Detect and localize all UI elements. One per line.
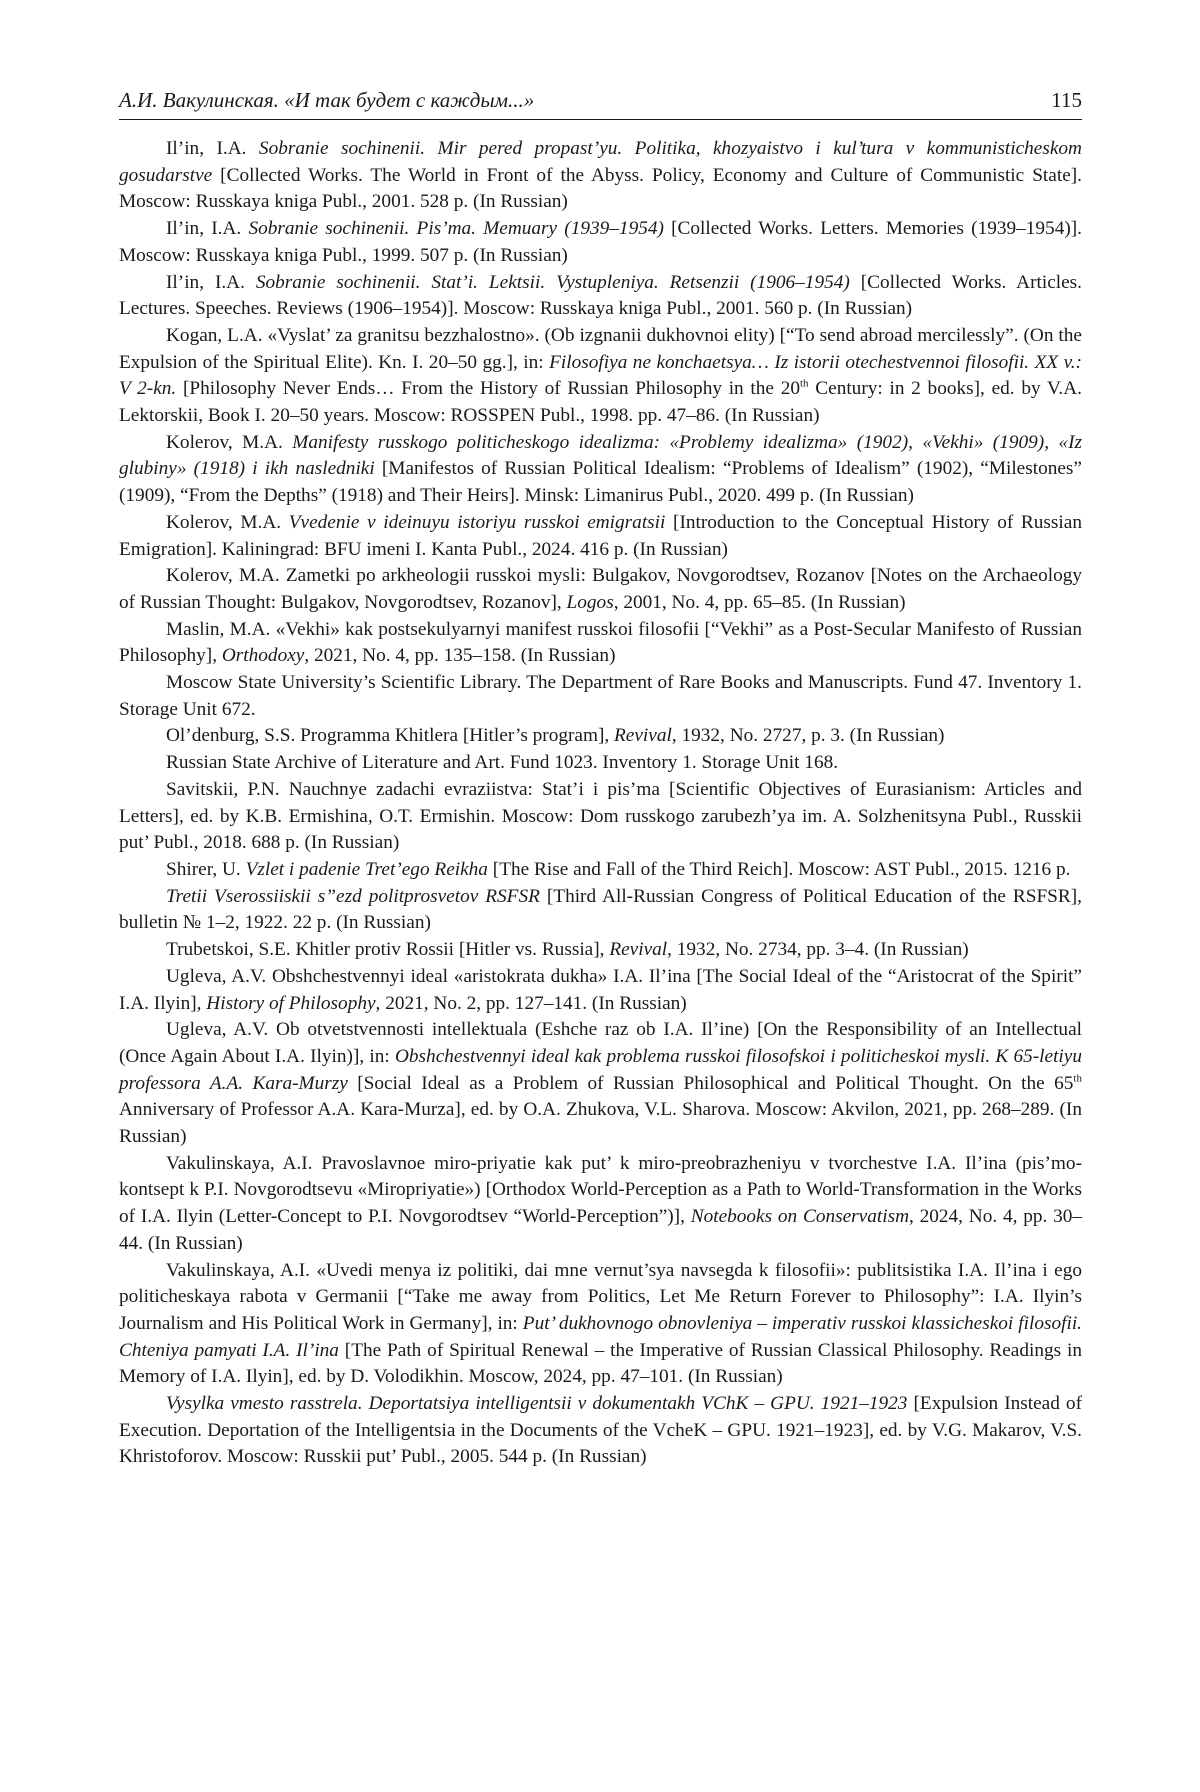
reference-entry: Trubetskoi, S.E. Khitler protiv Rossii [Hitler vs. Russia], Revival, 1932, No. 2734, pp. 3–4. (In Russian) <box>166 939 969 961</box>
running-head-title: А.И. Вакулинская. «И так будет с каждым...» <box>119 88 535 112</box>
reference-entry: Kolerov, M.A. Manifesty russkogo politicheskogo idealizma: «Problemy idealizma» (1902), «Vekhi» (1909), «Iz glubiny» (1918) i ikh nasledniki [Manifestos of Russian Political Idealism: “Problems of Idealism” (1902), “Milestones” (1909), “From the Depths” (1918) and Their Heirs]. Minsk: Limanirus Publ., 2020. 499 p. (In Russian) <box>119 431 1082 507</box>
reference-entry: Kogan, L.A. «Vyslat’ za granitsu bezzhalostno». (Ob izgnanii dukhovnoi elity) [“To send abroad mercilessly”. (On the Expulsion of the Spiritual Elite). Kn. I. 20–50 gg.], in: Filosofiya ne konchaetsya… Iz istorii otechestvennoi filosofii. XX v.: V 2-kn. [Philosophy Never Ends… From the History of Russian Philosophy in the 20th Century: in 2 books], ed. by V.A. Lektorskii, Book I. 20–50 years. Moscow: ROSSPEN Publ., 1998. pp. 47–86. (In Russian) <box>119 324 1082 427</box>
reference-entry: Moscow State University’s Scientific Library. The Department of Rare Books and Manuscripts. Fund 47. Inventory 1. Storage Unit 672. <box>119 672 1082 720</box>
reference-entry: Ol’denburg, S.S. Programma Khitlera [Hitler’s program], Revival, 1932, No. 2727, p. 3. (In Russian) <box>166 725 945 747</box>
running-head <box>119 86 1082 120</box>
page <box>119 86 1082 1471</box>
reference-entry: Vakulinskaya, A.I. Pravoslavnoe miro-priyatie kak put’ k miro-preobrazheniyu v tvorchestve I.A. Il’ina (pis’mo-kontsept k P.I. Novgorodtsevu «Miropriyatie») [Orthodox World-Perception as a Path to World-Transformation in the Works of I.A. Ilyin (Letter-Concept to P.I. Novgorodtsev “World-Perception”)], Notebooks on Conservatism, 2024, No. 4, pp. 30–44. (In Russian) <box>119 1152 1082 1254</box>
reference-entry: Vakulinskaya, A.I. «Uvedi menya iz politiki, dai mne vernut’sya navsegda k filosofii»: publitsistika I.A. Il’ina i ego politicheskaya rabota v Germanii [“Take me away from Politics, Let Me Return Forever to Philosophy”: I.A. Ilyin’s Journalism and His Political Work in Germany], in: Put’ dukhovnogo obnovleniya – imperativ russkoi klassicheskoi filosofii. Chteniya pamyati I.A. Il’ina [The Path of Spiritual Renewal – the Imperative of Russian Classical Philosophy. Readings in Memory of I.A. Ilyin], ed. by D. Volodikhin. Moscow, 2024, pp. 47–101. (In Russian) <box>119 1259 1082 1388</box>
reference-entry: Il’in, I.A. Sobranie sochinenii. Mir pered propast’yu. Politika, khozyaistvo i kul’tura v kommunisticheskom gosudarstve [Collected Works. The World in Front of the Abyss. Policy, Economy and Culture of Communistic State]. Moscow: Russkaya kniga Publ., 2001. 528 p. (In Russian) <box>119 138 1082 213</box>
reference-entry: Maslin, M.A. «Vekhi» kak postsekulyarnyi manifest russkoi filosofii [“Vekhi” as a Post-Secular Manifesto of Russian Philosophy], Orthodoxy, 2021, No. 4, pp. 135–158. (In Russian) <box>119 618 1082 667</box>
page-number: 115 <box>1051 88 1082 112</box>
reference-entry: Il’in, I.A. Sobranie sochinenii. Stat’i. Lektsii. Vystupleniya. Retsenzii (1906–1954) [Collected Works. Articles. Lectures. Speeches. Reviews (1906–1954)]. Moscow: Russkaya kniga Publ., 2001. 560 p. (In Russian) <box>119 271 1082 320</box>
reference-entry: Vysylka vmesto rasstrela. Deportatsiya intelligentsii v dokumentakh VChK – GPU. 1921–1923 [Expulsion Instead of Execution. Deportation of the Intelligentsia in the Documents of the VcheK – GPU. 1921–1923], ed. by V.G. Makarov, V.S. Khristoforov. Moscow: Russkii put’ Publ., 2005. 544 p. (In Russian) <box>119 1393 1082 1468</box>
reference-entry: Kolerov, M.A. Vvedenie v ideinuyu istoriyu russkoi emigratsii [Introduction to the Conceptual History of Russian Emigration]. Kaliningrad: BFU imeni I. Kanta Publ., 2024. 416 p. (In Russian) <box>119 511 1082 560</box>
reference-entry: Ugleva, A.V. Ob otvetstvennosti intellektuala (Eshche raz ob I.A. Il’ine) [On the Responsibility of an Intellectual (Once Again About I.A. Ilyin)], in: Obshchestvennyi ideal kak problema russkoi filosofskoi i politicheskoi mysli. K 65-letiyu professora A.A. Kara-Murzy [Social Ideal as a Problem of Russian Philosophical and Political Thought. On the 65th Anniversary of Professor A.A. Kara-Murza], ed. by O.A. Zhukova, V.L. Sharova. Moscow: Akvilon, 2021, pp. 268–289. (In Russian) <box>119 1019 1082 1148</box>
reference-list <box>119 136 1082 1471</box>
reference-entry: Shirer, U. Vzlet i padenie Tret’ego Reikha [The Rise and Fall of the Third Reich]. Moscow: AST Publ., 2015. 1216 p. <box>166 858 1071 880</box>
reference-entry: Tretii Vserossiiskii s”ezd politprosvetov RSFSR [Third All-Russian Congress of Political Education of the RSFSR], bulletin № 1–2, 1922. 22 p. (In Russian) <box>119 885 1082 934</box>
reference-entry: Kolerov, M.A. Zametki po arkheologii russkoi mysli: Bulgakov, Novgorodtsev, Rozanov [Notes on the Archaeology of Russian Thought: Bulgakov, Novgorodtsev, Rozanov], Logos, 2001, No. 4, pp. 65–85. (In Russian) <box>119 565 1082 613</box>
reference-entry: Savitskii, P.N. Nauchnye zadachi evraziistva: Stat’i i pis’ma [Scientific Objectives of Eurasianism: Articles and Letters], ed. by K.B. Ermishina, O.T. Ermishin. Moscow: Dom russkogo zarubezh’ya im. A. Solzhenitsyna Publ., Russkii put’ Publ., 2018. 688 p. (In Russian) <box>119 778 1082 854</box>
reference-entry: Russian State Archive of Literature and Art. Fund 1023. Inventory 1. Storage Unit 168. <box>166 752 839 774</box>
reference-entry: Ugleva, A.V. Obshchestvennyi ideal «aristokrata dukha» I.A. Il’ina [The Social Ideal of the “Aristocrat of the Spirit” I.A. Ilyin], History of Philosophy, 2021, No. 2, pp. 127–141. (In Russian) <box>119 965 1082 1014</box>
reference-entry: Il’in, I.A. Sobranie sochinenii. Pis’ma. Memuary (1939–1954) [Collected Works. Letters. Memories (1939–1954)]. Moscow: Russkaya kniga Publ., 1999. 507 p. (In Russian) <box>119 218 1082 266</box>
